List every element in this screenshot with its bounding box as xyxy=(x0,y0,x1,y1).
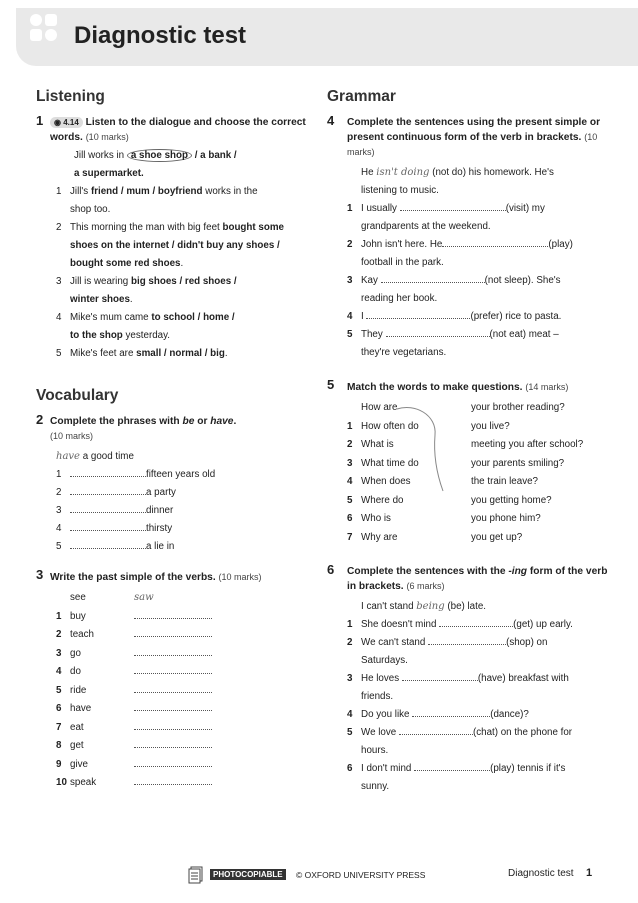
example: Jill works in a shoe shop / a bank / a supermarket. xyxy=(74,150,237,179)
answer-blank[interactable] xyxy=(442,236,548,247)
answer-blank[interactable] xyxy=(70,538,146,549)
answer-blank[interactable] xyxy=(386,326,490,337)
table-row: 4 do xyxy=(56,663,316,682)
table-row: 8 get xyxy=(56,737,316,756)
list-item: 2 a party xyxy=(56,484,316,502)
answer-blank[interactable] xyxy=(70,502,146,513)
list-item: 2 John isn't here. He (play) football in the park. xyxy=(347,236,617,272)
list-item: 2 We can't stand (shop) on Saturdays. xyxy=(347,634,617,670)
table-row: 3 What time do your parents smiling? xyxy=(347,457,565,469)
list-item: 1 fifteen years old xyxy=(56,466,316,484)
table-row: 5 ride xyxy=(56,682,316,701)
page-footer xyxy=(0,866,638,886)
table-row: 5 Where do you getting home? xyxy=(347,494,552,506)
page-number: 1 xyxy=(586,867,593,879)
answer-blank[interactable] xyxy=(134,645,212,656)
table-row: 10 speak xyxy=(56,774,316,793)
list-item: 1 She doesn't mind (get) up early. xyxy=(347,616,617,634)
answer-blank[interactable] xyxy=(414,760,490,771)
list-item: 1 I usually (visit) my grandparents at the weekend. xyxy=(347,200,617,236)
page-label: Diagnostic test xyxy=(508,868,574,879)
left-column: Listening 1 ◉ 4.14 Listen to the dialogue and choose the correct words. (10 marks) Jill works in a shoe shop / a bank / a supermarket. 1 Jill's friend / mum / boyfriend works in the shop too. 2 This morning the man with big feet bought some shoes on the internet / didn't buy any shoes / bought some red shoes. 3 Jill is wearing big shoes / red shoes / winter shoes. 4 Mike's mum came to school / home / to the shop yesterday. 5 Mike's feet are small / normal / big. Vocabulary 2 Complete the phrases with be or have. (10 marks) have a good time 1 fifteen years old 2 a party 3 dinner 4 thirsty 5 a lie in 3 Write the past simple of the verbs. (10 marks) see saw 1 buy 2 teach 3 go 4 do 5 ride 6 have 7 eat 8 get 9 give 10 speak xyxy=(36,88,316,793)
answer-blank[interactable] xyxy=(70,484,146,495)
answer-blank[interactable] xyxy=(134,737,212,748)
answer-blank[interactable] xyxy=(134,756,212,767)
answer-blank[interactable] xyxy=(412,706,490,717)
question-3: 3 Write the past simple of the verbs. (10 marks) xyxy=(36,567,262,583)
list-item: 4 I (prefer) rice to pasta. xyxy=(347,308,617,326)
logo-icon xyxy=(30,14,60,44)
verb-table: see saw 1 buy 2 teach 3 go 4 do 5 ride 6 have 7 eat 8 get 9 give 10 speak xyxy=(36,589,316,793)
right-column: Grammar 4 Complete the sentences using the present simple or present continuous form of the verb in brackets. (10 marks) He isn't doing (not do) his homework. He's listening to music. 1 I usually (visit) my grandparents at the weekend. 2 John isn't here. He (play) football in the park. 3 Kay (not sleep). She's reading her book. 4 I (prefer) rice to pasta. 5 They (not eat) meat – they're vegetarians. 5 Match the words to make questions. (14 marks) How are your brother reading? 1 How often do you live? 2 What is meeting you after school? 3 What time do your parents smiling? 4 When does the train leave? 5 Where do you getting home? 6 Who is you phone him? 7 Why are you get up? 6 Complete the sentences with the -ing form of the verb in brackets. (6 marks) I can't stand being (be) late. 1 She doesn't mind (get) up early. 2 We can't stand (shop) on Saturdays. 3 He loves (have) breakfast with friends. 4 Do you like (dance)? 5 We love (chat) on the phone for hours. 6 I don't mind (play) tennis if it's sunny. xyxy=(327,88,617,796)
answer-blank[interactable] xyxy=(400,200,506,211)
answer-blank[interactable] xyxy=(134,700,212,711)
grammar-heading: Grammar xyxy=(327,88,396,105)
question-1: 1 ◉ 4.14 Listen to the dialogue and choose the correct words. (10 marks) xyxy=(36,113,306,143)
answer-blank[interactable] xyxy=(134,682,212,693)
table-row: 2 What is meeting you after school? xyxy=(347,439,584,450)
list-item: 4 thirsty xyxy=(56,520,316,538)
page-title: Diagnostic test xyxy=(74,22,247,49)
answer-blank[interactable] xyxy=(381,272,485,283)
list-item: 3 He loves (have) breakfast with friends. xyxy=(347,670,617,706)
list-item: 4 Do you like (dance)? xyxy=(347,706,617,724)
list-item: 1 Jill's friend / mum / boyfriend works in the shop too. xyxy=(56,186,258,215)
answer-blank[interactable] xyxy=(399,724,473,735)
answer-blank[interactable] xyxy=(134,608,212,619)
table-row: 6 Who is you phone him? xyxy=(347,513,541,524)
question-5: 5 Match the words to make questions. (14 marks) xyxy=(327,377,569,393)
answer-blank[interactable] xyxy=(134,626,212,637)
table-row: 7 Why are you get up? xyxy=(347,531,523,543)
list-item: 3 Jill is wearing big shoes / red shoes / winter shoes. xyxy=(56,276,237,305)
list-item: 4 Mike's mum came to school / home / to the shop yesterday. xyxy=(56,312,235,341)
match-table: How are your brother reading? 1 How often do you live? 2 What is meeting you after school? 3 What time do your parents smiling? 4 When does the train leave? 5 Where do you getting home? 6 Who is you phone him? 7 Why are you get up? xyxy=(327,399,617,547)
list-item: 5 We love (chat) on the phone for hours. xyxy=(347,724,617,760)
page-header xyxy=(16,8,638,66)
list-item: 6 I don't mind (play) tennis if it's sunny. xyxy=(347,760,617,796)
question-6: 6 Complete the sentences with the -ing form of the verb in brackets. (6 marks) xyxy=(327,562,608,592)
list-item: 5 Mike's feet are small / normal / big. xyxy=(56,348,228,359)
answer-blank[interactable] xyxy=(134,774,212,785)
answer-blank[interactable] xyxy=(134,663,212,674)
answer-blank[interactable] xyxy=(134,719,212,730)
table-row: 3 go xyxy=(56,645,316,664)
question-4: 4 Complete the sentences using the present simple or present continuous form of the verb in brackets. (10 marks) xyxy=(327,113,601,157)
table-row: 6 have xyxy=(56,700,316,719)
answer-blank[interactable] xyxy=(70,466,146,477)
list-item: 5 a lie in xyxy=(56,538,316,556)
table-row: 4 When does the train leave? xyxy=(347,476,538,487)
table-row: 9 give xyxy=(56,756,316,775)
answer-blank[interactable] xyxy=(439,616,513,627)
match-line-icon xyxy=(395,405,445,495)
question-2: 2 Complete the phrases with be or have. (10 marks) xyxy=(36,412,237,441)
table-row: 1 buy xyxy=(56,608,316,627)
answer-blank[interactable] xyxy=(428,634,506,645)
photocopy-icon xyxy=(188,866,204,882)
publisher: © OXFORD UNIVERSITY PRESS xyxy=(296,870,426,880)
vocabulary-heading: Vocabulary xyxy=(36,387,119,404)
list-item: 3 Kay (not sleep). She's reading her book. xyxy=(347,272,617,308)
photocopiable-badge: PHOTOCOPIABLE xyxy=(210,869,286,880)
list-item: 3 dinner xyxy=(56,502,316,520)
answer-blank[interactable] xyxy=(366,308,470,319)
answer-blank[interactable] xyxy=(70,520,146,531)
cd-icon: ◉ 4.14 xyxy=(50,117,83,128)
table-row: 7 eat xyxy=(56,719,316,738)
table-row: 2 teach xyxy=(56,626,316,645)
answer-blank[interactable] xyxy=(402,670,478,681)
list-item: 2 This morning the man with big feet bought some shoes on the internet / didn't buy any shoes / bought some red shoes. xyxy=(56,222,284,269)
list-item: 5 They (not eat) meat – they're vegetarians. xyxy=(347,326,617,362)
listening-heading: Listening xyxy=(36,88,105,105)
table-row: 1 How often do you live? xyxy=(347,420,510,432)
